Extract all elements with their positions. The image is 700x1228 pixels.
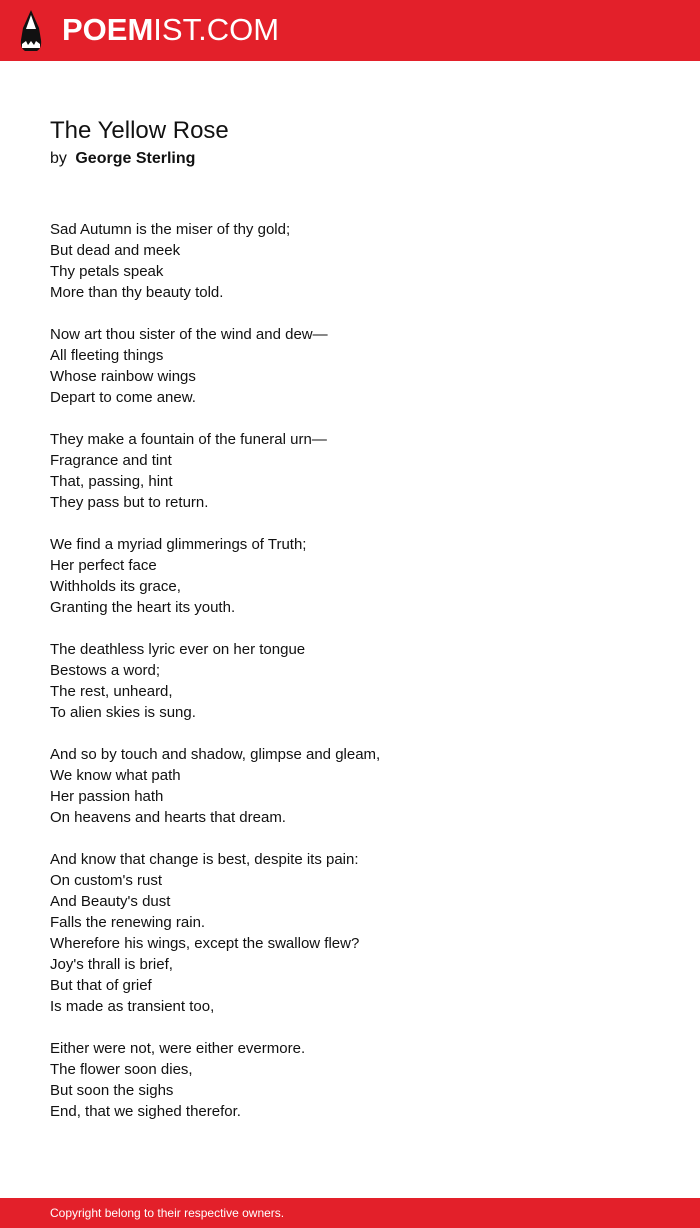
poem-line: They make a fountain of the funeral urn— <box>50 431 327 448</box>
byline <box>50 148 195 170</box>
poem-line: And so by touch and shadow, glimpse and gleam, <box>50 746 381 763</box>
by-label: by <box>50 150 67 167</box>
poem-line: Depart to come anew. <box>50 389 196 406</box>
poem-line: We know what path <box>50 767 181 784</box>
poem-line: Wherefore his wings, except the swallow flew? <box>50 935 360 952</box>
poem-line: Now art thou sister of the wind and dew— <box>50 326 328 343</box>
poem-line: Her passion hath <box>50 788 164 805</box>
poem-line: More than thy beauty told. <box>50 284 224 301</box>
poem-line: The deathless lyric ever on her tongue <box>50 641 306 658</box>
poem-line: On heavens and hearts that dream. <box>50 809 286 826</box>
pen-nib-icon <box>18 10 44 52</box>
poem-line: Granting the heart its youth. <box>50 599 236 616</box>
poem-line: Withholds its grace, <box>50 578 181 595</box>
site-footer <box>0 1198 700 1228</box>
copyright-text: Copyright belong to their respective owners. <box>50 1206 285 1220</box>
poem-line: Either were not, were either evermore. <box>50 1040 306 1057</box>
poem-line: We find a myriad glimmerings of Truth; <box>50 536 307 553</box>
poem-line: The rest, unheard, <box>50 683 173 700</box>
poem-line: Her perfect face <box>50 557 157 574</box>
poem-stanza <box>50 429 650 513</box>
poem-line: They pass but to return. <box>50 494 209 511</box>
poem-line: Sad Autumn is the miser of thy gold; <box>50 221 291 238</box>
poem-line: Thy petals speak <box>50 263 164 280</box>
poem-line: Falls the renewing rain. <box>50 914 206 931</box>
poem-line: Joy's thrall is brief, <box>50 956 173 973</box>
poem-stanza <box>50 1038 650 1122</box>
poem-line: On custom's rust <box>50 872 163 889</box>
poem-line: Whose rainbow wings <box>50 368 196 385</box>
poem-line: Is made as transient too, <box>50 998 215 1015</box>
poem-line: All fleeting things <box>50 347 164 364</box>
poem-line: End, that we sighed therefor. <box>50 1103 241 1120</box>
poem-stanza <box>50 849 650 1017</box>
poem-stanza <box>50 534 650 618</box>
poem-stanza <box>50 219 650 303</box>
poem-stanza <box>50 639 650 723</box>
poem-line: That, passing, hint <box>50 473 173 490</box>
logo-text-bold: POEM <box>62 12 154 47</box>
poem-line: And Beauty's dust <box>50 893 171 910</box>
poem-line: To alien skies is sung. <box>50 704 196 721</box>
site-header <box>0 0 700 61</box>
poem-line: But soon the sighs <box>50 1082 174 1099</box>
logo-text-thin: IST.COM <box>153 12 280 47</box>
poem-body <box>50 219 650 1143</box>
poem-line: But dead and meek <box>50 242 181 259</box>
poem-line: But that of grief <box>50 977 152 994</box>
poem-line: Bestows a word; <box>50 662 161 679</box>
poem-stanza <box>50 324 650 408</box>
poem-line: Fragrance and tint <box>50 452 172 469</box>
author-name: George Sterling <box>75 150 196 167</box>
site-logo[interactable] <box>62 12 279 48</box>
poem-title: The Yellow Rose <box>50 117 229 144</box>
poem-line: And know that change is best, despite its pain: <box>50 851 359 868</box>
poem-line: The flower soon dies, <box>50 1061 193 1078</box>
poem-stanza <box>50 744 650 828</box>
